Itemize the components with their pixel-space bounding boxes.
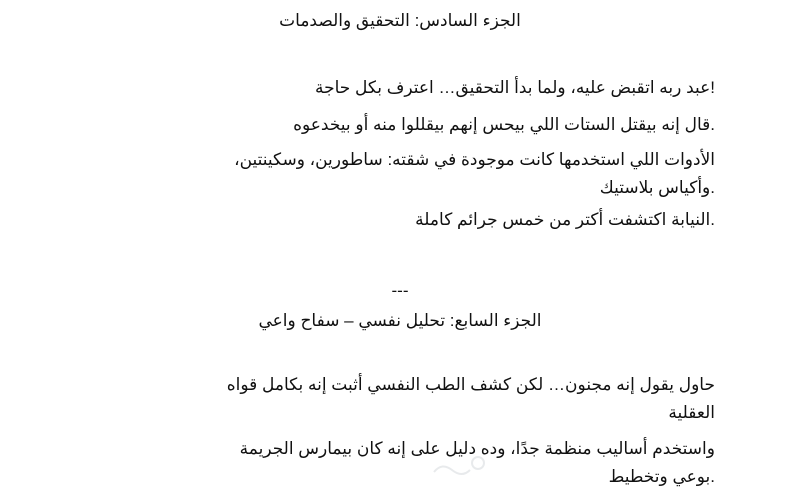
paragraph <box>95 111 715 139</box>
part-six-heading: الجزء السادس: التحقيق والصدمات <box>279 11 521 30</box>
paragraph <box>95 146 715 202</box>
watermark-ring <box>472 457 484 469</box>
paragraph <box>95 371 715 427</box>
paragraph-line: حاول يقول إنه مجنون… لكن كشف الطب النفسي أثبت إنه بكامل قواه <box>226 375 715 394</box>
paragraph-line: العقلية <box>668 403 715 422</box>
watermark-swash <box>434 466 470 474</box>
paragraph <box>95 435 715 491</box>
paragraph <box>95 74 715 102</box>
paragraph-line: .وأكياس بلاستيك <box>599 178 715 197</box>
paragraph-line: الأدوات اللي استخدمها كانت موجودة في شقته: ساطورين، وسكينتين، <box>234 150 715 169</box>
section-separator: --- <box>391 281 409 300</box>
paragraph-line: .قال إنه بيقتل الستات اللي بيحس إنهم بيقللوا منه أو بيخدعوه <box>293 115 715 134</box>
paragraph-line: .النيابة اكتشفت أكتر من خمس جرائم كاملة <box>415 210 715 229</box>
paragraph-line: واستخدم أساليب منظمة جدًا، وده دليل على إنه كان بيمارس الجريمة <box>239 439 715 458</box>
part-seven-heading: الجزء السابع: تحليل نفسي – سفاح واعي <box>258 311 542 330</box>
paragraph-line: .بوعي وتخطيط <box>608 467 715 486</box>
paragraph-line: !عبد ربه اتقبض عليه، ولما بدأ التحقيق… اعترف بكل حاجة <box>315 78 715 97</box>
paragraph <box>95 206 715 234</box>
watermark-logo <box>430 454 490 480</box>
